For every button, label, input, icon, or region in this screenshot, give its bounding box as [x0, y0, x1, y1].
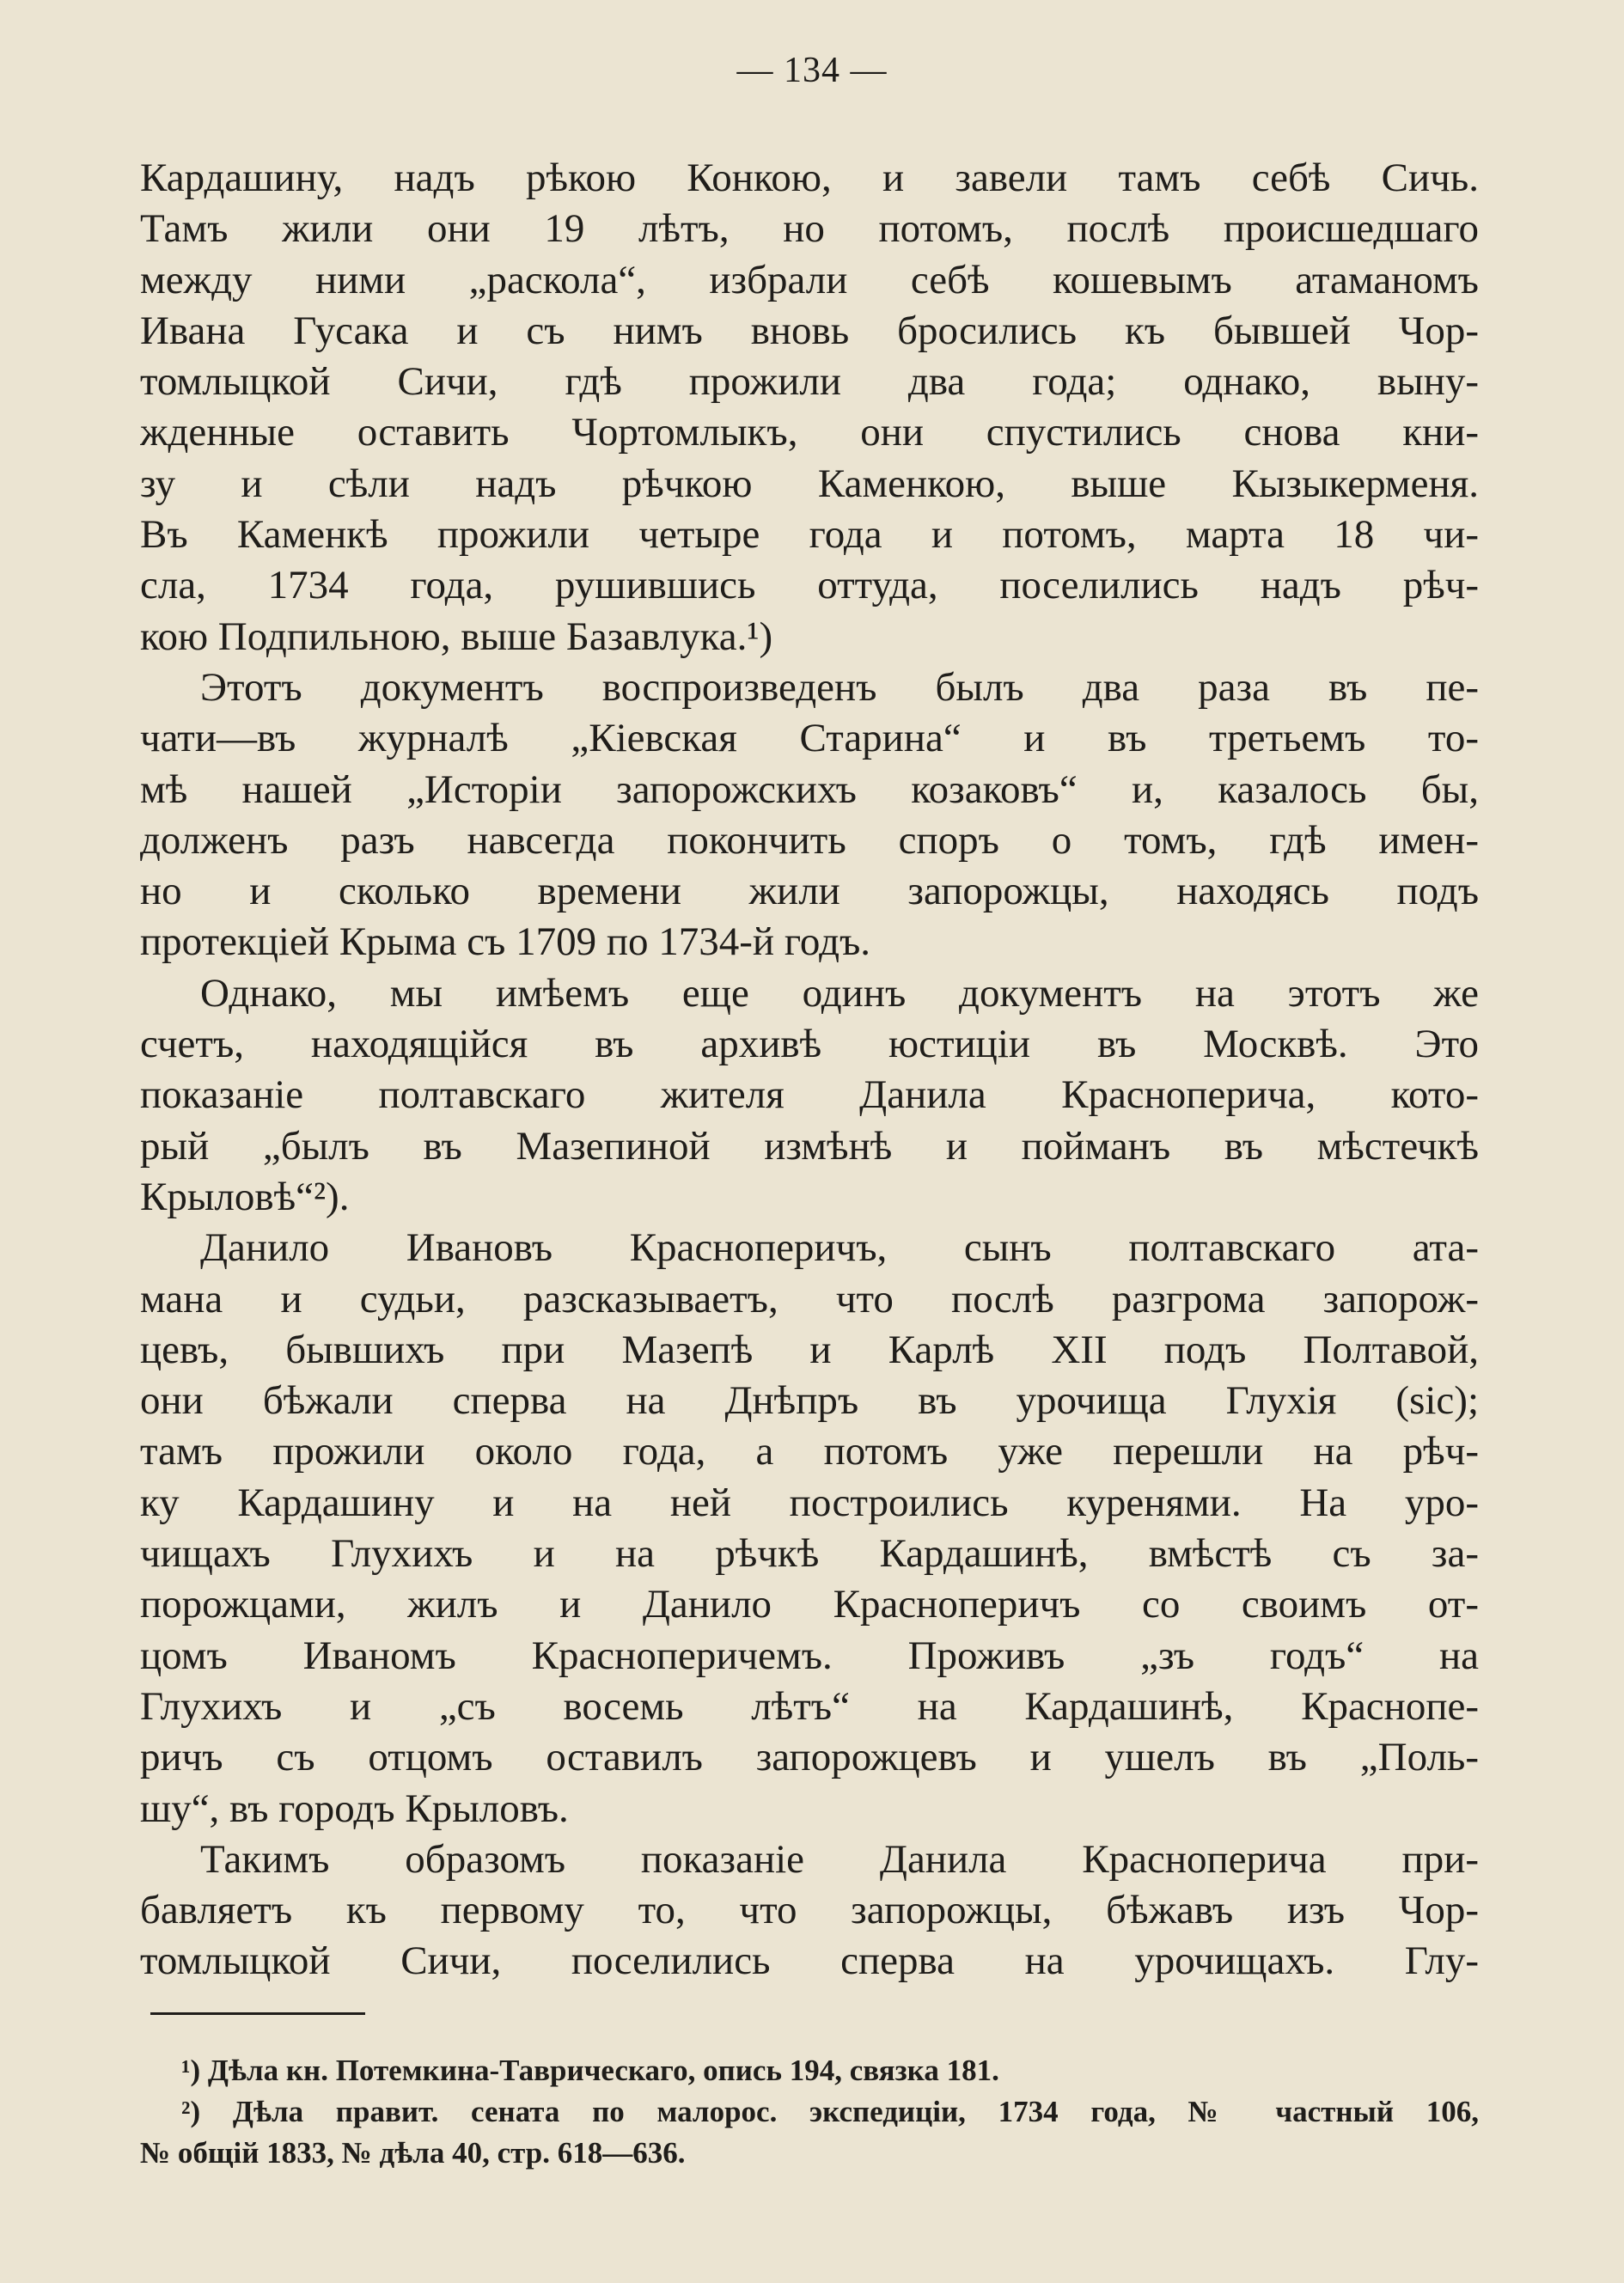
body-line: мана и судьи, разсказываетъ, что послѣ разгрома запорож- — [140, 1276, 1479, 1322]
body-line: рый „былъ въ Мазепиной измѣнѣ и пойманъ въ мѣстечкѣ — [140, 1123, 1479, 1169]
body-line: цевъ, бывшихъ при Мазепѣ и Карлѣ XII подъ Полтавой, — [140, 1327, 1479, 1372]
body-line: Въ Каменкѣ прожили четыре года и потомъ, марта 18 чи- — [140, 512, 1479, 558]
footnote-line: ¹) Дѣла кн. Потемкина-Таврическаго, опись 194, связка 181. — [181, 2054, 999, 2087]
body-line: Этотъ документъ воспроизведенъ былъ два раза въ пе- — [200, 664, 1479, 710]
body-line: мѣ нашей „Исторіи запорожскихъ козаковъ“ и, казалось бы, — [140, 766, 1479, 812]
body-line: но и сколько времени жили запорожцы, находясь подъ — [140, 869, 1479, 914]
footnotes — [140, 2050, 1479, 2174]
body-line: томлыцкой Сичи, гдѣ прожили два года; однако, выну- — [140, 359, 1479, 405]
body-line: тамъ прожили около года, а потомъ уже перешли на рѣч- — [140, 1429, 1479, 1474]
paragraph — [140, 153, 1479, 662]
body-line: порожцами, жилъ и Данило Красноперичъ со своимъ от- — [140, 1582, 1479, 1627]
body-line: Крыловѣ“²). — [140, 1174, 350, 1219]
body-line: зу и сѣли надъ рѣчкою Каменкою, выше Кызыкерменя. — [140, 461, 1479, 506]
body-line: Тамъ жили они 19 лѣтъ, но потомъ, послѣ происшедшаго — [140, 206, 1479, 252]
footnote-line: ²) Дѣла правит. сената по малорос. экспедиціи, 1734 года, № частный 106, — [181, 2095, 1479, 2128]
body-line: протекціей Крыма съ 1709 по 1734-й годъ. — [140, 919, 871, 965]
body-line: они бѣжали сперва на Днѣпръ въ урочища Глухія (sic); — [140, 1378, 1479, 1424]
body-line: чищахъ Глухихъ и на рѣчкѣ Кардашинѣ, вмѣстѣ съ за- — [140, 1531, 1479, 1577]
body-line: Однако, мы имѣемъ еще одинъ документъ на этотъ же — [200, 970, 1479, 1016]
body-line: чати—въ журналѣ „Кіевская Старина“ и въ третьемъ то- — [140, 716, 1479, 761]
body-line: показаніе полтавскаго жителя Данила Красноперича, кото- — [140, 1072, 1479, 1118]
body-line: Кардашину, надъ рѣкою Конкою, и завели тамъ себѣ Сичь. — [140, 156, 1479, 200]
paragraph — [140, 1223, 1479, 1834]
body-line: Данило Ивановъ Красноперичъ, сынъ полтавскаго ата- — [200, 1225, 1479, 1271]
body-line: ричъ съ отцомъ оставилъ запорожцевъ и ушелъ въ „Поль- — [140, 1735, 1479, 1780]
body-line: счетъ, находящійся въ архивѣ юстиціи въ Москвѣ. Это — [140, 1022, 1479, 1067]
page-number: — 134 — — [736, 51, 888, 90]
body-line: между ними „раскола“, избрали себѣ кошевымъ атаманомъ — [140, 257, 1479, 302]
body-line: сла, 1734 года, рушившись оттуда, поселились надъ рѣч- — [140, 563, 1479, 608]
footnote-line: № общій 1833, № дѣла 40, стр. 618—636. — [140, 2136, 686, 2170]
body-line: Ивана Гусака и съ нимъ вновь бросились къ бывшей Чор- — [140, 308, 1479, 353]
body-line: шу“, въ городъ Крыловъ. — [140, 1786, 569, 1831]
body-line: кою Подпильною, выше Базавлука.¹) — [140, 613, 773, 659]
body-line: томлыцкой Сичи, поселились сперва на урочищахъ. Глу- — [140, 1938, 1479, 1984]
body-line: бавляетъ къ первому то, что запорожцы, бѣжавъ изъ Чор- — [140, 1888, 1479, 1933]
body-line: цомъ Иваномъ Красноперичемъ. Проживъ „зъ годъ“ на — [140, 1633, 1479, 1678]
body-text — [140, 153, 1479, 1987]
paragraph — [140, 968, 1479, 1223]
body-line: Глухихъ и „съ восемь лѣтъ“ на Кардашинѣ, Краснопе- — [140, 1683, 1479, 1729]
body-line: жденные оставить Чортомлыкъ, они спустились снова кни- — [140, 410, 1479, 455]
paragraph — [140, 662, 1479, 968]
paragraph — [140, 1834, 1479, 1987]
body-line: ку Кардашину и на ней построились куренями. На уро- — [140, 1480, 1479, 1525]
body-line: Такимъ образомъ показаніе Данила Красноперича при- — [200, 1836, 1479, 1882]
body-line: долженъ разъ навсегда покончить споръ о томъ, гдѣ имен- — [140, 817, 1479, 863]
footnote-rule — [150, 2012, 365, 2015]
